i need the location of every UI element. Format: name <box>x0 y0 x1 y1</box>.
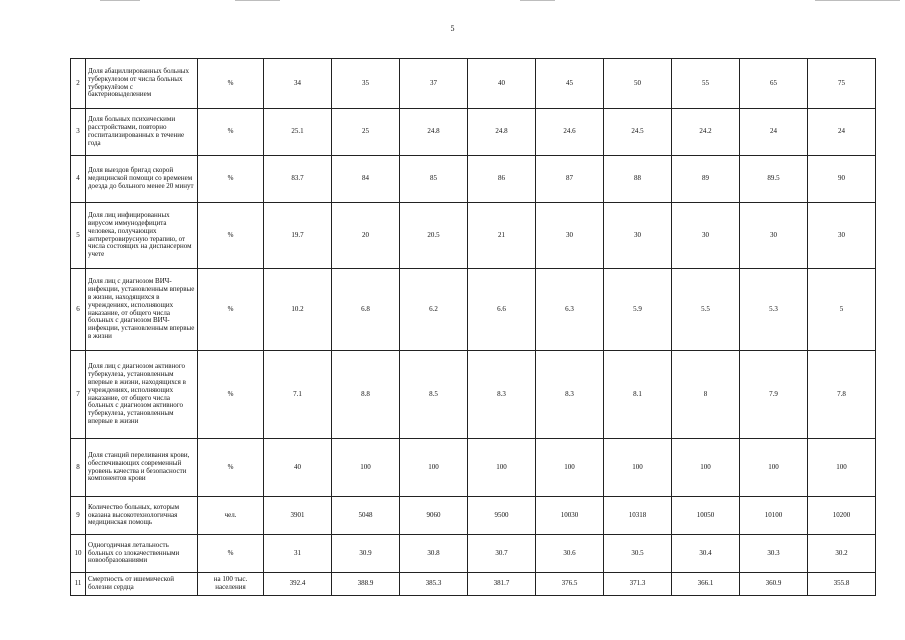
scan-artifact <box>100 0 140 1</box>
value-cell: 84 <box>332 156 400 203</box>
value-cell: 5 <box>808 269 876 351</box>
table-row <box>71 573 876 596</box>
value-cell: 35 <box>332 59 400 109</box>
value-cell: 100 <box>740 439 808 497</box>
value-cell: 30 <box>808 203 876 269</box>
unit-cell: % <box>198 351 264 439</box>
row-number: 3 <box>71 109 86 156</box>
value-cell: 8.8 <box>332 351 400 439</box>
value-cell: 90 <box>808 156 876 203</box>
table-row <box>71 439 876 497</box>
value-cell: 24.6 <box>536 109 604 156</box>
row-number: 4 <box>71 156 86 203</box>
value-cell: 10318 <box>604 497 672 535</box>
value-cell: 30 <box>604 203 672 269</box>
table-row <box>71 535 876 573</box>
value-cell: 7.9 <box>740 351 808 439</box>
row-number: 2 <box>71 59 86 109</box>
value-cell: 50 <box>604 59 672 109</box>
row-number: 8 <box>71 439 86 497</box>
value-cell: 24 <box>808 109 876 156</box>
value-cell: 30.4 <box>672 535 740 573</box>
value-cell: 371.3 <box>604 573 672 596</box>
indicator-name: Смертность от ишемической болезни сердца <box>86 573 198 596</box>
unit-cell: % <box>198 59 264 109</box>
value-cell: 10100 <box>740 497 808 535</box>
value-cell: 75 <box>808 59 876 109</box>
unit-cell: % <box>198 203 264 269</box>
value-cell: 6.6 <box>468 269 536 351</box>
value-cell: 6.2 <box>400 269 468 351</box>
indicator-name: Доля выездов бригад скорой медицинской помощи со временем доезда до больного менее 20 минут <box>86 156 198 203</box>
value-cell: 30.5 <box>604 535 672 573</box>
value-cell: 40 <box>468 59 536 109</box>
table-row <box>71 269 876 351</box>
value-cell: 8.3 <box>468 351 536 439</box>
row-number: 6 <box>71 269 86 351</box>
value-cell: 8 <box>672 351 740 439</box>
value-cell: 392.4 <box>264 573 332 596</box>
value-cell: 10200 <box>808 497 876 535</box>
value-cell: 55 <box>672 59 740 109</box>
value-cell: 388.9 <box>332 573 400 596</box>
unit-cell: % <box>198 269 264 351</box>
value-cell: 100 <box>536 439 604 497</box>
value-cell: 21 <box>468 203 536 269</box>
value-cell: 89.5 <box>740 156 808 203</box>
unit-cell: на 100 тыс. населения <box>198 573 264 596</box>
value-cell: 83.7 <box>264 156 332 203</box>
value-cell: 360.9 <box>740 573 808 596</box>
indicator-name: Одногодичная летальность больных со злокачественными новообразованиями <box>86 535 198 573</box>
value-cell: 31 <box>264 535 332 573</box>
value-cell: 100 <box>808 439 876 497</box>
value-cell: 5048 <box>332 497 400 535</box>
value-cell: 20.5 <box>400 203 468 269</box>
indicators-table <box>70 58 876 596</box>
value-cell: 3901 <box>264 497 332 535</box>
value-cell: 355.8 <box>808 573 876 596</box>
unit-cell: % <box>198 156 264 203</box>
value-cell: 8.1 <box>604 351 672 439</box>
value-cell: 65 <box>740 59 808 109</box>
value-cell: 5.9 <box>604 269 672 351</box>
value-cell: 100 <box>400 439 468 497</box>
value-cell: 100 <box>332 439 400 497</box>
value-cell: 366.1 <box>672 573 740 596</box>
row-number: 5 <box>71 203 86 269</box>
value-cell: 8.5 <box>400 351 468 439</box>
value-cell: 30.9 <box>332 535 400 573</box>
page-number: 5 <box>450 24 455 33</box>
value-cell: 24.8 <box>400 109 468 156</box>
value-cell: 10050 <box>672 497 740 535</box>
scan-artifact <box>815 0 900 1</box>
row-number: 9 <box>71 497 86 535</box>
table-row <box>71 203 876 269</box>
value-cell: 34 <box>264 59 332 109</box>
value-cell: 30.3 <box>740 535 808 573</box>
value-cell: 20 <box>332 203 400 269</box>
value-cell: 40 <box>264 439 332 497</box>
table-row <box>71 156 876 203</box>
value-cell: 30.2 <box>808 535 876 573</box>
value-cell: 30 <box>672 203 740 269</box>
indicator-name: Доля станций переливания крови, обеспечивающих современный уровень качества и безопасности компонентов крови <box>86 439 198 497</box>
value-cell: 381.7 <box>468 573 536 596</box>
value-cell: 100 <box>468 439 536 497</box>
value-cell: 385.3 <box>400 573 468 596</box>
indicator-name: Доля больных психическими расстройствами, повторно госпитализированных в течение года <box>86 109 198 156</box>
table-row <box>71 59 876 109</box>
indicator-name: Доля лиц инфицированных вирусом иммунодефицита человека, получающих антиретровирусную терапию, от числа состоящих на диспансерном учете <box>86 203 198 269</box>
value-cell: 45 <box>536 59 604 109</box>
value-cell: 376.5 <box>536 573 604 596</box>
value-cell: 86 <box>468 156 536 203</box>
value-cell: 5.3 <box>740 269 808 351</box>
value-cell: 100 <box>604 439 672 497</box>
scan-artifact <box>520 0 555 1</box>
value-cell: 30.7 <box>468 535 536 573</box>
value-cell: 89 <box>672 156 740 203</box>
value-cell: 10030 <box>536 497 604 535</box>
indicator-name: Доля абациллированных больных туберкулезом от числа больных туберкулёзом с бактериовыделением <box>86 59 198 109</box>
row-number: 11 <box>71 573 86 596</box>
value-cell: 30.8 <box>400 535 468 573</box>
value-cell: 24.5 <box>604 109 672 156</box>
unit-cell: % <box>198 535 264 573</box>
value-cell: 100 <box>672 439 740 497</box>
row-number: 10 <box>71 535 86 573</box>
unit-cell: % <box>198 109 264 156</box>
value-cell: 9060 <box>400 497 468 535</box>
row-number: 7 <box>71 351 86 439</box>
table-row <box>71 497 876 535</box>
value-cell: 7.1 <box>264 351 332 439</box>
indicator-name: Доля лиц с диагнозом активного туберкулеза, установленным впервые в жизни, находящихся в учреждениях, исполняющих наказание, от общего числа больных с диагнозом активного туберкулеза, установленным впервые в жизни <box>86 351 198 439</box>
table-row <box>71 351 876 439</box>
value-cell: 25.1 <box>264 109 332 156</box>
value-cell: 87 <box>536 156 604 203</box>
value-cell: 9500 <box>468 497 536 535</box>
value-cell: 30 <box>536 203 604 269</box>
unit-cell: чел. <box>198 497 264 535</box>
value-cell: 37 <box>400 59 468 109</box>
value-cell: 6.8 <box>332 269 400 351</box>
value-cell: 6.3 <box>536 269 604 351</box>
indicator-name: Количество больных, которым оказана высокотехнологичная медицинская помощь <box>86 497 198 535</box>
value-cell: 25 <box>332 109 400 156</box>
value-cell: 7.8 <box>808 351 876 439</box>
table-row <box>71 109 876 156</box>
value-cell: 24.8 <box>468 109 536 156</box>
value-cell: 85 <box>400 156 468 203</box>
scan-artifact <box>235 0 280 1</box>
indicator-name: Доля лиц с диагнозом ВИЧ-инфекции, установленным впервые в жизни, находящихся в учреждениях, исполняющих наказание, от общего числа больных с диагнозом ВИЧ-инфекции, установленным впервые в жизни <box>86 269 198 351</box>
value-cell: 88 <box>604 156 672 203</box>
value-cell: 8.3 <box>536 351 604 439</box>
value-cell: 30.6 <box>536 535 604 573</box>
value-cell: 24 <box>740 109 808 156</box>
value-cell: 10.2 <box>264 269 332 351</box>
value-cell: 30 <box>740 203 808 269</box>
value-cell: 5.5 <box>672 269 740 351</box>
unit-cell: % <box>198 439 264 497</box>
value-cell: 19.7 <box>264 203 332 269</box>
value-cell: 24.2 <box>672 109 740 156</box>
